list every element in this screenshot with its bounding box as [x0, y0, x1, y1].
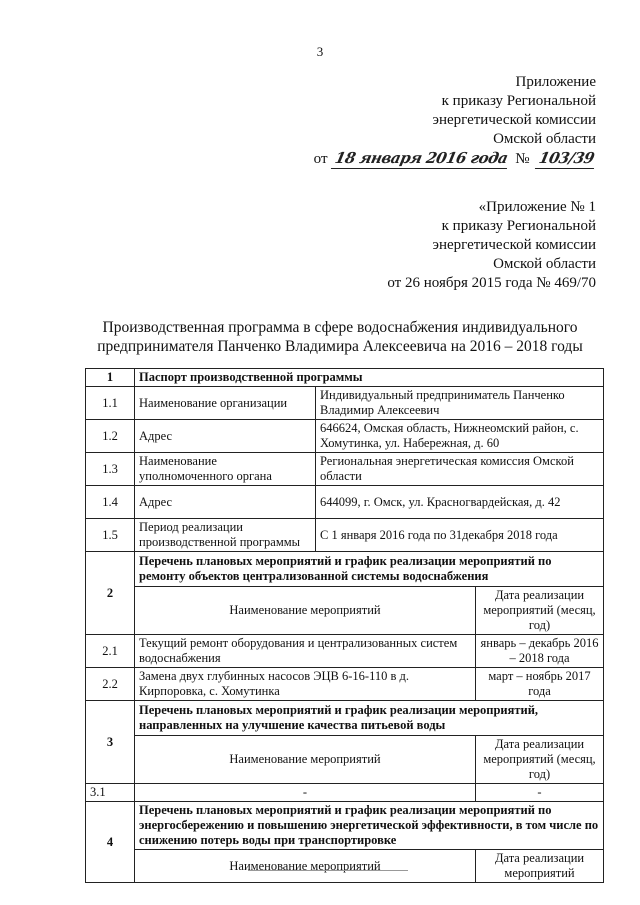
table-row	[86, 486, 604, 519]
prior-attachment-line: от 26 ноября 2015 года № 469/70	[387, 275, 596, 291]
column-header-date: Дата реализации мероприятий (месяц, год)	[476, 587, 604, 635]
title-line: Производственная программа в сфере водоснабжения индивидуального	[102, 319, 578, 336]
order-date-line	[314, 149, 596, 169]
row-number: 1.4	[86, 486, 135, 519]
row-label: Адрес	[135, 486, 316, 519]
section-title: Паспорт производственной программы	[135, 369, 604, 387]
attachment-line: Омской области	[493, 131, 596, 147]
section-header-row	[86, 552, 604, 587]
row-label: Наименование уполномоченного органа	[135, 453, 316, 486]
row-name: -	[135, 784, 476, 802]
number-prefix: №	[515, 151, 530, 167]
section-title: Перечень плановых мероприятий и график реализации мероприятий по ремонту объектов централизованной системы водоснабжения	[135, 552, 604, 587]
row-value: С 1 января 2016 года по 31декабря 2018 года	[316, 519, 604, 552]
table-row	[86, 519, 604, 552]
row-number: 2.2	[86, 668, 135, 701]
section-title: Перечень плановых мероприятий и график реализации мероприятий по энергосбережению и повышению энергетической эффективности, в том числе по снижению потерь воды при транспортировке	[135, 802, 604, 850]
table-row	[86, 635, 604, 668]
row-number: 2.1	[86, 635, 135, 668]
row-value: Региональная энергетическая комиссия Омской области	[316, 453, 604, 486]
handwritten-date: 18 января 2016 года	[331, 149, 512, 169]
column-header-date: Дата реализации мероприятий	[476, 850, 604, 883]
column-header-name: Наименование мероприятий	[135, 736, 476, 784]
table-row	[86, 387, 604, 420]
column-header-row	[86, 736, 604, 784]
date-prefix: от	[313, 151, 328, 167]
section-header-row	[86, 369, 604, 387]
row-value: Индивидуальный предприниматель Панченко Владимир Алексеевич	[316, 387, 604, 420]
column-header-row	[86, 587, 604, 635]
attachment-header	[314, 73, 596, 169]
prior-attachment-line: Омской области	[493, 256, 596, 272]
column-header-date: Дата реализации мероприятий (месяц, год)	[476, 736, 604, 784]
prior-attachment-header	[387, 198, 596, 293]
row-name: Текущий ремонт оборудования и централизованных систем водоснабжения	[135, 635, 476, 668]
prior-attachment-line: энергетической комиссии	[432, 237, 596, 253]
prior-attachment-line: к приказу Региональной	[441, 218, 596, 234]
row-number: 1.3	[86, 453, 135, 486]
handwritten-number: 103/39	[535, 149, 598, 169]
section-number: 2	[86, 552, 135, 635]
row-value: 644099, г. Омск, ул. Красногвардейская, д. 42	[316, 486, 604, 519]
section-number: 1	[86, 369, 135, 387]
section-number: 4	[86, 802, 135, 883]
row-number: 1.1	[86, 387, 135, 420]
title-line: предпринимателя Панченко Владимира Алексеевича на 2016 – 2018 годы	[97, 338, 583, 355]
attachment-line: энергетической комиссии	[432, 112, 596, 128]
section-header-row	[86, 802, 604, 850]
prior-attachment-line: «Приложение № 1	[478, 199, 596, 215]
row-label: Период реализации производственной программы	[135, 519, 316, 552]
section-number: 3	[86, 701, 135, 784]
row-name: Замена двух глубинных насосов ЭЦВ 6-16-110 в д. Кирпоровка, с. Хомутинка	[135, 668, 476, 701]
row-date: январь – декабрь 2016 – 2018 года	[476, 635, 604, 668]
table-row	[86, 420, 604, 453]
program-table	[85, 368, 604, 883]
scan-edge-line	[248, 870, 408, 871]
row-number: 1.5	[86, 519, 135, 552]
section-header-row	[86, 701, 604, 736]
document-title	[60, 318, 620, 356]
table-row	[86, 784, 604, 802]
attachment-line: Приложение	[515, 74, 596, 90]
row-date: -	[476, 784, 604, 802]
section-title: Перечень плановых мероприятий и график реализации мероприятий, направленных на улучшение качества питьевой воды	[135, 701, 604, 736]
page-number: 3	[316, 44, 324, 59]
column-header-name: Наименование мероприятий	[135, 850, 476, 883]
row-label: Адрес	[135, 420, 316, 453]
attachment-line: к приказу Региональной	[441, 93, 596, 109]
row-label: Наименование организации	[135, 387, 316, 420]
row-number: 1.2	[86, 420, 135, 453]
row-value: 646624, Омская область, Нижнеомский район, с. Хомутинка, ул. Набережная, д. 60	[316, 420, 604, 453]
row-date: март – ноябрь 2017 года	[476, 668, 604, 701]
column-header-row	[86, 850, 604, 883]
table-row	[86, 668, 604, 701]
column-header-name: Наименование мероприятий	[135, 587, 476, 635]
table-row	[86, 453, 604, 486]
row-number: 3.1	[86, 784, 135, 802]
